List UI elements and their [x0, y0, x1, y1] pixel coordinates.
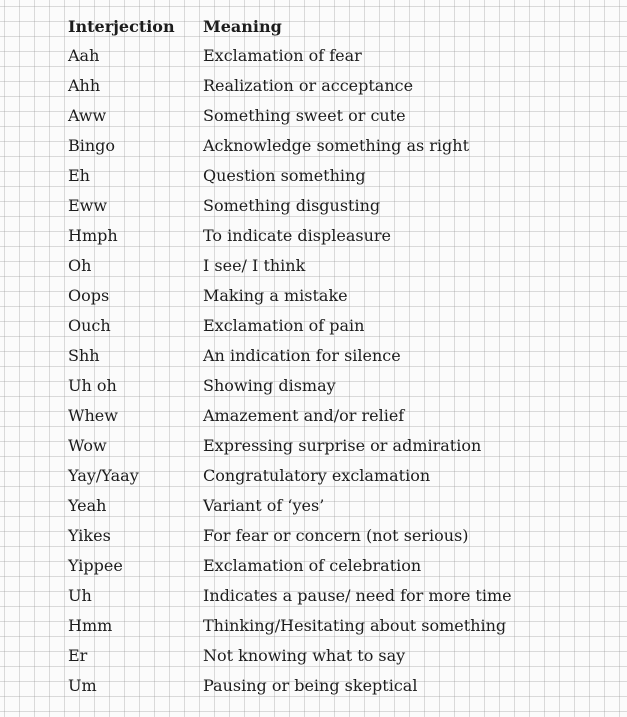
meaning-cell: Pausing or being skeptical: [203, 675, 418, 695]
header-interjection: Interjection: [68, 16, 175, 36]
interjection-cell: Ouch: [68, 315, 111, 335]
meaning-cell: Amazement and/or relief: [203, 405, 405, 425]
interjection-cell: Bingo: [68, 135, 116, 155]
interjection-cell: Uh: [68, 585, 92, 605]
table-row: [68, 460, 538, 490]
interjection-cell: Yeah: [68, 495, 107, 515]
interjection-table: [68, 12, 538, 700]
table-row: [68, 640, 538, 670]
interjection-cell: Er: [68, 645, 88, 665]
table-row: [68, 670, 538, 700]
table-row: [68, 160, 538, 190]
meaning-cell: Something disgusting: [203, 195, 381, 215]
meaning-cell: Exclamation of pain: [203, 315, 365, 335]
table-row: [68, 430, 538, 460]
meaning-cell: To indicate displeasure: [203, 225, 391, 245]
interjection-cell: Hmm: [68, 615, 113, 635]
interjection-cell: Wow: [68, 435, 107, 455]
table-row: [68, 190, 538, 220]
table-body: [68, 40, 538, 700]
interjection-cell: Eh: [68, 165, 90, 185]
table-row: [68, 100, 538, 130]
meaning-cell: Variant of ‘yes’: [203, 495, 325, 515]
table-row: [68, 40, 538, 70]
meaning-cell: Congratulatory exclamation: [203, 465, 431, 485]
interjection-cell: Oops: [68, 285, 110, 305]
table-row: [68, 550, 538, 580]
meaning-cell: Indicates a pause/ need for more time: [203, 585, 512, 605]
table-row: [68, 220, 538, 250]
table-row: [68, 610, 538, 640]
meaning-cell: Expressing surprise or admiration: [203, 435, 482, 455]
table-header: [68, 12, 538, 40]
interjection-cell: Yay/Yaay: [68, 465, 139, 485]
interjection-cell: Yippee: [68, 555, 123, 575]
interjection-cell: Hmph: [68, 225, 118, 245]
interjection-cell: Shh: [68, 345, 100, 365]
interjection-cell: Um: [68, 675, 97, 695]
meaning-cell: Acknowledge something as right: [203, 135, 470, 155]
meaning-cell: Exclamation of celebration: [203, 555, 422, 575]
table-row: [68, 490, 538, 520]
interjection-cell: Aah: [68, 45, 100, 65]
interjection-cell: Oh: [68, 255, 92, 275]
meaning-cell: I see/ I think: [203, 255, 306, 275]
meaning-cell: An indication for silence: [203, 345, 401, 365]
meaning-cell: Realization or acceptance: [203, 75, 414, 95]
table-row: [68, 310, 538, 340]
meaning-cell: Question something: [203, 165, 366, 185]
meaning-cell: Exclamation of fear: [203, 45, 362, 65]
header-meaning: Meaning: [203, 16, 282, 36]
table-row: [68, 280, 538, 310]
meaning-cell: For fear or concern (not serious): [203, 525, 469, 545]
table-row: [68, 250, 538, 280]
meaning-cell: Making a mistake: [203, 285, 348, 305]
interjection-cell: Whew: [68, 405, 118, 425]
table-row: [68, 400, 538, 430]
table-row: [68, 580, 538, 610]
interjection-cell: Uh oh: [68, 375, 117, 395]
interjection-cell: Eww: [68, 195, 108, 215]
table-row: [68, 370, 538, 400]
meaning-cell: Showing dismay: [203, 375, 336, 395]
interjection-cell: Aww: [68, 105, 107, 125]
interjection-cell: Yikes: [68, 525, 111, 545]
meaning-cell: Not knowing what to say: [203, 645, 406, 665]
meaning-cell: Something sweet or cute: [203, 105, 406, 125]
meaning-cell: Thinking/Hesitating about something: [203, 615, 507, 635]
table-row: [68, 340, 538, 370]
table-row: [68, 130, 538, 160]
table-row: [68, 520, 538, 550]
table-row: [68, 70, 538, 100]
interjection-cell: Ahh: [68, 75, 101, 95]
